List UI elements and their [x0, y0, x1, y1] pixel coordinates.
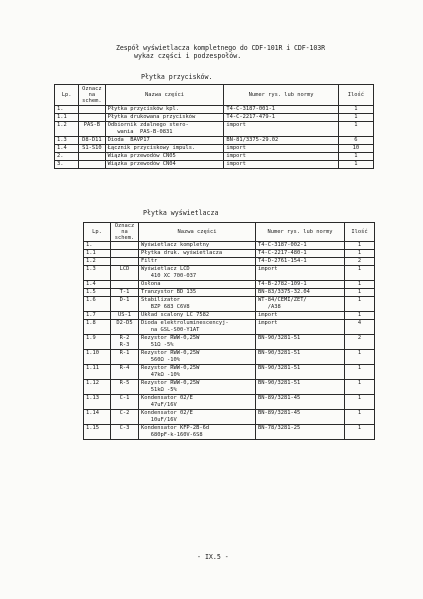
cell-drawing-number: import: [224, 161, 338, 169]
cell-name: Odbiornik zdalnego stero- wania PAS-B-0831: [105, 122, 224, 137]
cell-drawing-number: import: [224, 153, 338, 161]
cell-designation: S1-S10: [79, 145, 105, 153]
cell-name: Wiązka przewodów CN05: [105, 153, 224, 161]
cell-lp: 1.: [84, 242, 111, 250]
parts-table-display: [83, 222, 375, 440]
cell-designation: R-5: [111, 380, 139, 395]
document-heading: Zespół wyświetlacza kompletnego do CDF-101R i CDF-103R: [116, 44, 325, 52]
cell-name: Rezystor RWW-0,25W 51Ω -5%: [139, 335, 256, 350]
cell-quantity: 1: [345, 297, 375, 312]
cell-lp: 1.1: [84, 250, 111, 258]
cell-quantity: 1: [345, 350, 375, 365]
cell-lp: 1.5: [84, 289, 111, 297]
table-row: [84, 266, 375, 281]
cell-lp: 3.: [55, 161, 79, 169]
cell-drawing-number: BN-81/3375-29.02: [224, 137, 338, 145]
cell-drawing-number: import: [256, 320, 345, 335]
cell-name: Rezystor RWW-0,25W 560Ω -10%: [139, 350, 256, 365]
cell-designation: [111, 250, 139, 258]
cell-quantity: 4: [345, 320, 375, 335]
table-row: [84, 242, 375, 250]
cell-designation: US-1: [111, 312, 139, 320]
table-row: [55, 153, 374, 161]
cell-designation: [79, 106, 105, 114]
cell-name: Płytka druk. wyświetlacza: [139, 250, 256, 258]
cell-quantity: 1: [345, 365, 375, 380]
table-row: [55, 122, 374, 137]
cell-quantity: 6: [338, 137, 373, 145]
cell-designation: LCD: [111, 266, 139, 281]
cell-designation: [111, 242, 139, 250]
table-row: [84, 410, 375, 425]
cell-quantity: 10: [338, 145, 373, 153]
cell-lp: 1.2: [84, 258, 111, 266]
cell-designation: C-2: [111, 410, 139, 425]
table-row: [84, 250, 375, 258]
cell-lp: 1.1: [55, 114, 79, 122]
cell-drawing-number: BN-83/3375-32.04: [256, 289, 345, 297]
cell-lp: 1.9: [84, 335, 111, 350]
table-row: [84, 312, 375, 320]
cell-quantity: 1: [345, 250, 375, 258]
cell-quantity: 1: [338, 153, 373, 161]
cell-lp: 1.13: [84, 395, 111, 410]
table-row: [84, 350, 375, 365]
col-header-name: Nazwa części: [139, 223, 256, 242]
cell-name: Wyświetlacz LCD 410 XC 700-037: [139, 266, 256, 281]
cell-drawing-number: WT-84/CEMI/ZET/ /A38: [256, 297, 345, 312]
cell-lp: 1.4: [84, 281, 111, 289]
table-row: [84, 380, 375, 395]
col-header-drawing-number: Numer rys. lub normy: [224, 85, 338, 106]
cell-lp: 1.8: [84, 320, 111, 335]
table-row: [84, 425, 375, 440]
table-row: [84, 258, 375, 266]
cell-designation: R-2 R-3: [111, 335, 139, 350]
cell-lp: 1.10: [84, 350, 111, 365]
col-header-designation: Oznacz na schem.: [79, 85, 105, 106]
document-subheading: wykaz części i podzespołów.: [134, 52, 242, 60]
cell-name: Łącznik przyciskowy impuls.: [105, 145, 224, 153]
cell-lp: 1.11: [84, 365, 111, 380]
table-row: [84, 335, 375, 350]
cell-drawing-number: BN-90/3281-51: [256, 380, 345, 395]
col-header-name: Nazwa części: [105, 85, 224, 106]
cell-designation: PAS-B: [79, 122, 105, 137]
table-row: [84, 297, 375, 312]
cell-quantity: 1: [345, 281, 375, 289]
cell-name: Płytka drukowana przycisków: [105, 114, 224, 122]
cell-lp: 1.3: [84, 266, 111, 281]
cell-drawing-number: T4-B-2782-109-1: [256, 281, 345, 289]
cell-drawing-number: T4-C-3187-002-1: [256, 242, 345, 250]
cell-lp: 1.15: [84, 425, 111, 440]
cell-designation: C-1: [111, 395, 139, 410]
table1-caption: Płytka przycisków.: [141, 73, 213, 81]
cell-quantity: 2: [345, 258, 375, 266]
cell-quantity: 1: [345, 425, 375, 440]
cell-lp: 1.12: [84, 380, 111, 395]
cell-drawing-number: import: [224, 122, 338, 137]
cell-quantity: 1: [345, 380, 375, 395]
cell-drawing-number: T4-C-2217-480-1: [256, 250, 345, 258]
cell-quantity: 1: [338, 106, 373, 114]
cell-lp: 1.7: [84, 312, 111, 320]
cell-name: Tranzystor BD 135: [139, 289, 256, 297]
cell-lp: 1.3: [55, 137, 79, 145]
cell-designation: D8-D11: [79, 137, 105, 145]
cell-drawing-number: BN-90/3281-51: [256, 335, 345, 350]
table-row: [84, 320, 375, 335]
cell-designation: T-1: [111, 289, 139, 297]
cell-drawing-number: T4-C-3187-001-1: [224, 106, 338, 114]
col-header-lp: Lp.: [84, 223, 111, 242]
cell-drawing-number: BN-78/3281-25: [256, 425, 345, 440]
table-row: [84, 365, 375, 380]
col-header-drawing-number: Numer rys. lub normy: [256, 223, 345, 242]
cell-name: Osłona: [139, 281, 256, 289]
cell-quantity: 2: [345, 335, 375, 350]
cell-drawing-number: import: [256, 312, 345, 320]
cell-quantity: 1: [345, 266, 375, 281]
cell-name: Stabilizator BZP 683 C6V8: [139, 297, 256, 312]
cell-designation: [79, 153, 105, 161]
cell-quantity: 1: [345, 395, 375, 410]
cell-designation: [111, 258, 139, 266]
cell-drawing-number: BN-90/3281-51: [256, 350, 345, 365]
cell-quantity: 1: [338, 122, 373, 137]
cell-drawing-number: T4-C-2217-479-1: [224, 114, 338, 122]
table-row: [55, 137, 374, 145]
cell-drawing-number: BN-89/3281-45: [256, 395, 345, 410]
cell-name: Wyświetlacz kompletny: [139, 242, 256, 250]
cell-designation: D-1: [111, 297, 139, 312]
cell-lp: 1.2: [55, 122, 79, 137]
cell-designation: [111, 281, 139, 289]
cell-drawing-number: BN-89/3281-45: [256, 410, 345, 425]
cell-name: Wiązka przewodów CN04: [105, 161, 224, 169]
cell-name: Rezystor RWW-0,25W 47kΩ -10%: [139, 365, 256, 380]
cell-quantity: 1: [338, 161, 373, 169]
cell-lp: 1.14: [84, 410, 111, 425]
cell-designation: [79, 161, 105, 169]
cell-quantity: 1: [345, 410, 375, 425]
table2-caption: Płytka wyświetlacza: [143, 209, 219, 217]
col-header-quantity: Ilość: [338, 85, 373, 106]
cell-name: Dioda elektroluminescencyj- na GSL-S00-Y1AT: [139, 320, 256, 335]
cell-drawing-number: T4-D-2761-154-1: [256, 258, 345, 266]
cell-designation: D2-D5: [111, 320, 139, 335]
cell-designation: C-3: [111, 425, 139, 440]
cell-designation: R-1: [111, 350, 139, 365]
cell-lp: 2.: [55, 153, 79, 161]
cell-drawing-number: import: [256, 266, 345, 281]
cell-designation: [79, 114, 105, 122]
cell-quantity: 1: [345, 289, 375, 297]
parts-table-buttons: [54, 84, 374, 169]
cell-lp: 1.4: [55, 145, 79, 153]
cell-drawing-number: BN-90/3281-51: [256, 365, 345, 380]
table-row: [55, 114, 374, 122]
cell-quantity: 1: [345, 312, 375, 320]
cell-designation: R-4: [111, 365, 139, 380]
cell-name: Układ scalony LC 7582: [139, 312, 256, 320]
cell-name: Filtr: [139, 258, 256, 266]
table-row: [55, 145, 374, 153]
table-row: [55, 106, 374, 114]
col-header-quantity: Ilość: [345, 223, 375, 242]
cell-name: Kondensator 02/E 10uF/16V: [139, 410, 256, 425]
table-row: [55, 161, 374, 169]
cell-lp: 1.6: [84, 297, 111, 312]
col-header-lp: Lp.: [55, 85, 79, 106]
cell-name: Kondensator 02/E 47uF/16V: [139, 395, 256, 410]
cell-name: Kondensator KFP-2B-6d 680pF-k-160V-6S8: [139, 425, 256, 440]
cell-name: Rezystor RWW-0,25W 51kΩ -5%: [139, 380, 256, 395]
table-row: [84, 289, 375, 297]
cell-name: Dioda BAVP17: [105, 137, 224, 145]
col-header-designation: Oznacz na schem.: [111, 223, 139, 242]
cell-name: Płytka przycisków kpl.: [105, 106, 224, 114]
cell-quantity: 1: [345, 242, 375, 250]
cell-lp: 1.: [55, 106, 79, 114]
cell-drawing-number: import: [224, 145, 338, 153]
table-row: [84, 281, 375, 289]
cell-quantity: 1: [338, 114, 373, 122]
page-number: - IX.5 -: [197, 553, 229, 561]
table-row: [84, 395, 375, 410]
